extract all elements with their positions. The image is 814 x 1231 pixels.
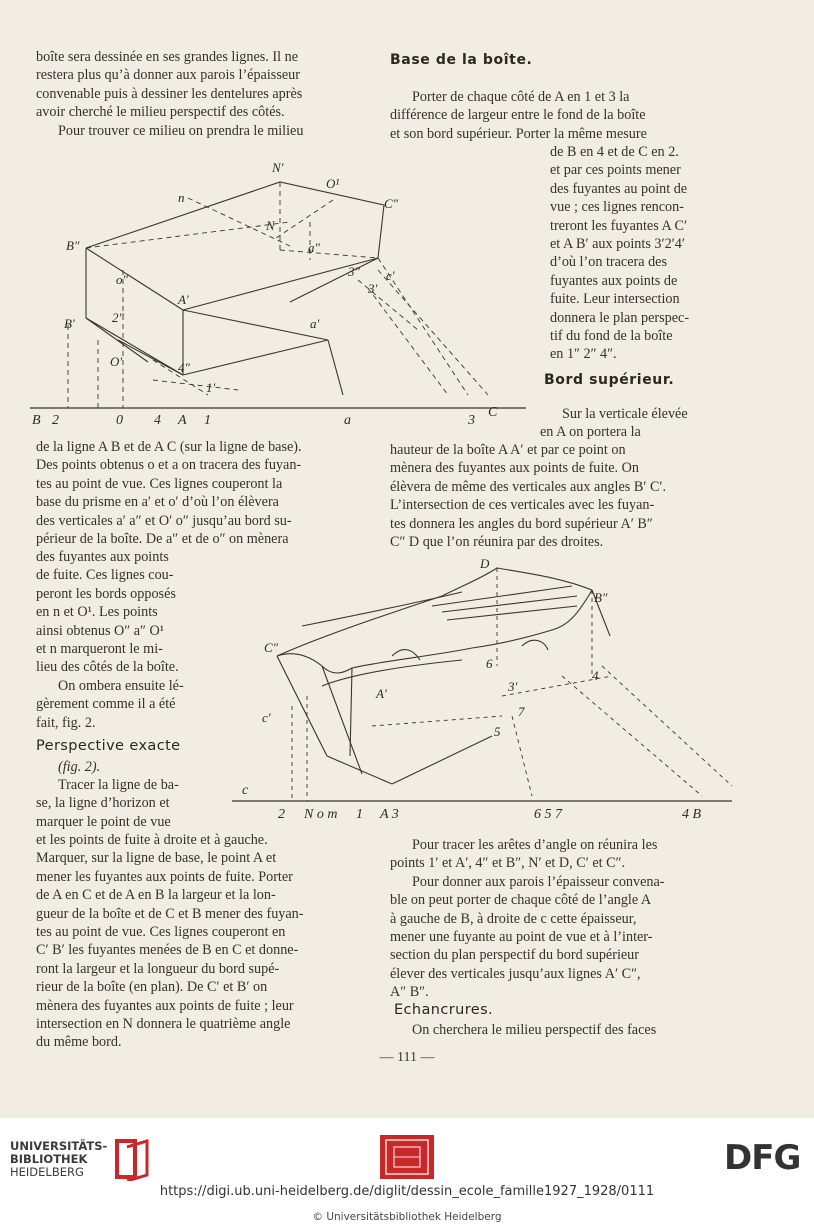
- text-line: boîte sera dessinée en ses grandes lignes. Il ne: [36, 49, 298, 65]
- fig1-label: 4″: [178, 360, 190, 375]
- text-line: ble on peut porter de chaque côté de l’angle A: [390, 892, 652, 909]
- library-line: HEIDELBERG: [10, 1164, 84, 1179]
- fig1-base-label: 0: [116, 413, 123, 428]
- text-line: restera plus qu’à donner aux parois l’épaisseur: [36, 67, 300, 84]
- seal-emblem-icon: [380, 1135, 434, 1179]
- text-line: et n marqueront le mi-: [36, 641, 163, 658]
- heading-echancrures: Echancrures.: [394, 1002, 494, 1018]
- left-top-text: [36, 48, 373, 140]
- text-line: en 1″ 2″ 4″.: [550, 346, 617, 363]
- text-line: Pour trouver ce milieu on prendra le milieu: [58, 122, 304, 139]
- heading-bord-superieur: Bord supérieur.: [544, 372, 675, 388]
- right-base-text: [390, 88, 728, 143]
- fig2-base-label: A 3: [380, 807, 399, 818]
- fig2-label: D: [480, 556, 490, 571]
- text-line: à gauche de B, à droite de c cette épaisseur,: [390, 910, 637, 927]
- library-logo-icon: [113, 1137, 153, 1181]
- text-line: Pour donner aux parois l’épaisseur convena-: [412, 873, 665, 890]
- right-bord-text: [390, 441, 730, 551]
- fig1-label: N: [266, 218, 275, 233]
- text-line: différence de largeur entre le fond de la boîte: [390, 107, 646, 124]
- fig1-label: O¹: [326, 176, 340, 191]
- library-line: UNIVERSITÄTS-: [10, 1138, 108, 1153]
- fig2-label: 7: [518, 704, 525, 719]
- text-line: tes au point de vue. Ces lignes couperont en: [36, 924, 286, 941]
- text-line: des fuyantes aux points: [36, 549, 169, 565]
- text-line: On ombera ensuite lé-: [58, 677, 184, 694]
- fig1-label: O′: [110, 354, 123, 369]
- right-base-narrow-text: [550, 143, 730, 364]
- fig1-label: 2″: [112, 310, 124, 325]
- text-line: Pour tracer les arêtes d’angle on réunira les: [412, 837, 658, 853]
- text-line: C″ D que l’on réunira par des droites.: [390, 534, 604, 551]
- fig2-base-label: 6 5 7: [534, 807, 562, 818]
- figure-1-drawing: [28, 150, 528, 435]
- left-narrow-text: [36, 548, 236, 732]
- text-line: Porter de chaque côté de A en 1 et 3 la: [412, 89, 630, 105]
- library-name: [10, 1140, 107, 1179]
- text-line: élever des verticales jusqu’aux lignes A′ C″,: [390, 965, 641, 982]
- fig1-base-label: B: [32, 413, 41, 428]
- library-line: BIBLIOTHEK: [10, 1151, 88, 1166]
- text-line: des verticales a′ a″ et O′ o″ jusqu’au bord su-: [36, 512, 292, 529]
- digitalization-seal-icon[interactable]: [380, 1135, 434, 1179]
- fig1-label: C″: [384, 196, 399, 211]
- text-line: tes au point de vue. Ces lignes couperont la: [36, 475, 283, 492]
- text-line: Tracer la ligne de ba-: [58, 777, 179, 793]
- text-line: mènera des fuyantes aux points de fuite. On: [390, 460, 639, 477]
- text-line: C′ B′ les fuyantes menées de B en C et donne-: [36, 942, 299, 959]
- text-line: avoir cherché le milieu perspectif des côtés.: [36, 104, 285, 121]
- left-narrow-text-2: [36, 776, 236, 831]
- fig1-label: n: [178, 190, 185, 205]
- fig1-base-label: C: [488, 405, 498, 420]
- text-line: fait, fig. 2.: [36, 714, 96, 731]
- text-line: peront les bords opposés: [36, 585, 176, 602]
- permalink-url[interactable]: https://digi.ub.uni-heidelberg.de/diglit/dessin_ecole_famille1927_1928/0111: [159, 1184, 655, 1199]
- fig1-label: B″: [66, 238, 80, 253]
- text-line: et par ces points mener: [550, 162, 681, 179]
- fig2-label: 4: [592, 668, 599, 683]
- text-line: en n et O¹. Les points: [36, 604, 158, 621]
- text-line: Sur la verticale élevée: [562, 406, 688, 422]
- text-line: du même bord.: [36, 1034, 122, 1051]
- text-line: mènera des fuyantes aux points de fuite ; leur: [36, 997, 294, 1014]
- university-library-logo[interactable]: [10, 1137, 153, 1181]
- text-line: L’intersection de ces verticales avec les fuyan-: [390, 497, 655, 514]
- fig2-label: 3′: [508, 679, 518, 694]
- figure-2-drawing: [232, 556, 740, 818]
- text-line: de A en C et de A en B la largeur et la lon-: [36, 887, 276, 904]
- text-line: marquer le point de vue: [36, 813, 171, 830]
- text-line: gueur de la boîte et de C et B mener des fuyan-: [36, 905, 304, 922]
- fig2-base-label: 4 B: [682, 807, 702, 818]
- text-line: rieur de la boîte (en plan). De C′ et B′ on: [36, 979, 268, 996]
- fig1-label: a′: [310, 316, 320, 331]
- text-line: tif du fond de la boîte: [550, 328, 673, 345]
- fig1-base-label: A: [178, 413, 187, 428]
- fig2-label: A′: [376, 686, 387, 701]
- text-line: A″ B″.: [390, 984, 429, 1001]
- fig1-label: c′: [386, 268, 395, 283]
- text-line: de la ligne A B et de A C (sur la ligne de base).: [36, 439, 302, 455]
- fig1-label: a″: [308, 240, 320, 255]
- fig2-label: B″: [594, 590, 608, 605]
- text-line: lieu des côtés de la boîte.: [36, 659, 179, 676]
- fig2-base-label: c: [242, 783, 249, 798]
- text-line: de B en 4 et de C en 2.: [550, 144, 679, 160]
- left-bottom-text: [36, 831, 376, 1052]
- text-line: de fuite. Ces lignes cou-: [36, 567, 174, 584]
- left-wide-text: [36, 438, 376, 548]
- fig1-label: o″: [116, 272, 128, 287]
- text-line: ront la largeur et la longueur du bord supé-: [36, 960, 280, 977]
- fig2-label: 6: [486, 656, 493, 671]
- text-line: périeur de la boîte. De a″ et de o″ on mènera: [36, 531, 289, 548]
- text-line: gèrement comme il a été: [36, 696, 176, 713]
- figure-1-box-perspective: [28, 150, 528, 435]
- text-line: intersection en N donnera le quatrième angle: [36, 1016, 291, 1033]
- fig1-base-label: a: [344, 413, 351, 428]
- right-aretes-text: [390, 836, 730, 1002]
- fig1-base-label: 4: [154, 413, 161, 428]
- fig2-label: C″: [264, 640, 279, 655]
- text-line: mener les fuyantes aux points de fuite. Porter: [36, 868, 293, 885]
- text-line: des fuyantes au point de: [550, 180, 688, 197]
- text-line: treront les fuyantes A C′: [550, 217, 688, 234]
- heading-perspective-exacte: Perspective exacte: [36, 738, 181, 754]
- fig1-label: B′: [64, 316, 75, 331]
- text-line: ainsi obtenus O″ a″ O¹: [36, 622, 164, 639]
- fig1-label: 1′: [206, 380, 216, 395]
- fig-reference: (fig. 2).: [58, 759, 101, 775]
- text-line: On cherchera le milieu perspectif des faces: [412, 1022, 657, 1038]
- text-line: Des points obtenus o et a on tracera des fuyan-: [36, 457, 302, 474]
- fig1-base-label: 3: [468, 413, 475, 428]
- text-line: se, la ligne d’horizon et: [36, 795, 170, 812]
- text-line: vue ; ces lignes rencon-: [550, 199, 684, 216]
- fig2-label: 5: [494, 724, 501, 739]
- text-line: fuyantes aux points de: [550, 272, 678, 289]
- text-line: mener une fuyante au point de vue et à l’inter-: [390, 929, 653, 946]
- fig2-base-label: 1: [356, 807, 363, 818]
- fig1-label: N′: [272, 160, 284, 175]
- text-line: base du prisme en a′ et o′ d’où l’on élèvera: [36, 494, 279, 511]
- text-line: et les points de fuite à droite et à gauche.: [36, 832, 268, 848]
- fig1-base-label: 2: [52, 413, 59, 428]
- fig2-base-label: N o m: [304, 807, 338, 818]
- text-line: points 1′ et A′, 4″ et B″, N′ et D, C′ et C″.: [390, 855, 626, 872]
- text-line: élèvera de même des verticales aux angles B′ C′.: [390, 478, 667, 495]
- fig1-label: 3′: [368, 281, 378, 296]
- text-line: donnera le plan perspec-: [550, 309, 690, 326]
- copyright-notice: © Universitätsbibliothek Heidelberg: [312, 1211, 502, 1223]
- text-line: et A B′ aux points 3′2′4′: [550, 236, 685, 253]
- text-line: section du plan perspectif du bord supérieur: [390, 947, 639, 964]
- dfg-logo[interactable]: DFG: [724, 1138, 801, 1178]
- fig2-label: c′: [262, 710, 271, 725]
- page-number: — 111 —: [379, 1050, 435, 1065]
- fig1-base-label: 1: [204, 413, 211, 428]
- fig1-label: 3″: [348, 264, 360, 279]
- right-bord-narrow-text: [540, 405, 728, 442]
- text-line: convenable puis à dessiner les dentelures après: [36, 85, 303, 102]
- text-line: tes donnera les angles du bord supérieur A′ B″: [390, 515, 653, 532]
- fig2-base-label: 2: [278, 807, 285, 818]
- text-line: fuite. Leur intersection: [550, 291, 680, 308]
- heading-base-de-la-boite: Base de la boîte.: [390, 52, 533, 68]
- text-line: d’où l’on tracera des: [550, 254, 667, 271]
- text-line: hauteur de la boîte A A′ et par ce point on: [390, 442, 626, 458]
- right-echancrures-text: [390, 1021, 730, 1039]
- text-line: Marquer, sur la ligne de base, le point A et: [36, 850, 277, 867]
- text-line: et son bord supérieur. Porter la même mesure: [390, 125, 647, 142]
- figure-2-box-sketch: [232, 556, 740, 818]
- text-line: en A on portera la: [540, 424, 641, 441]
- fig1-label: A′: [178, 292, 189, 307]
